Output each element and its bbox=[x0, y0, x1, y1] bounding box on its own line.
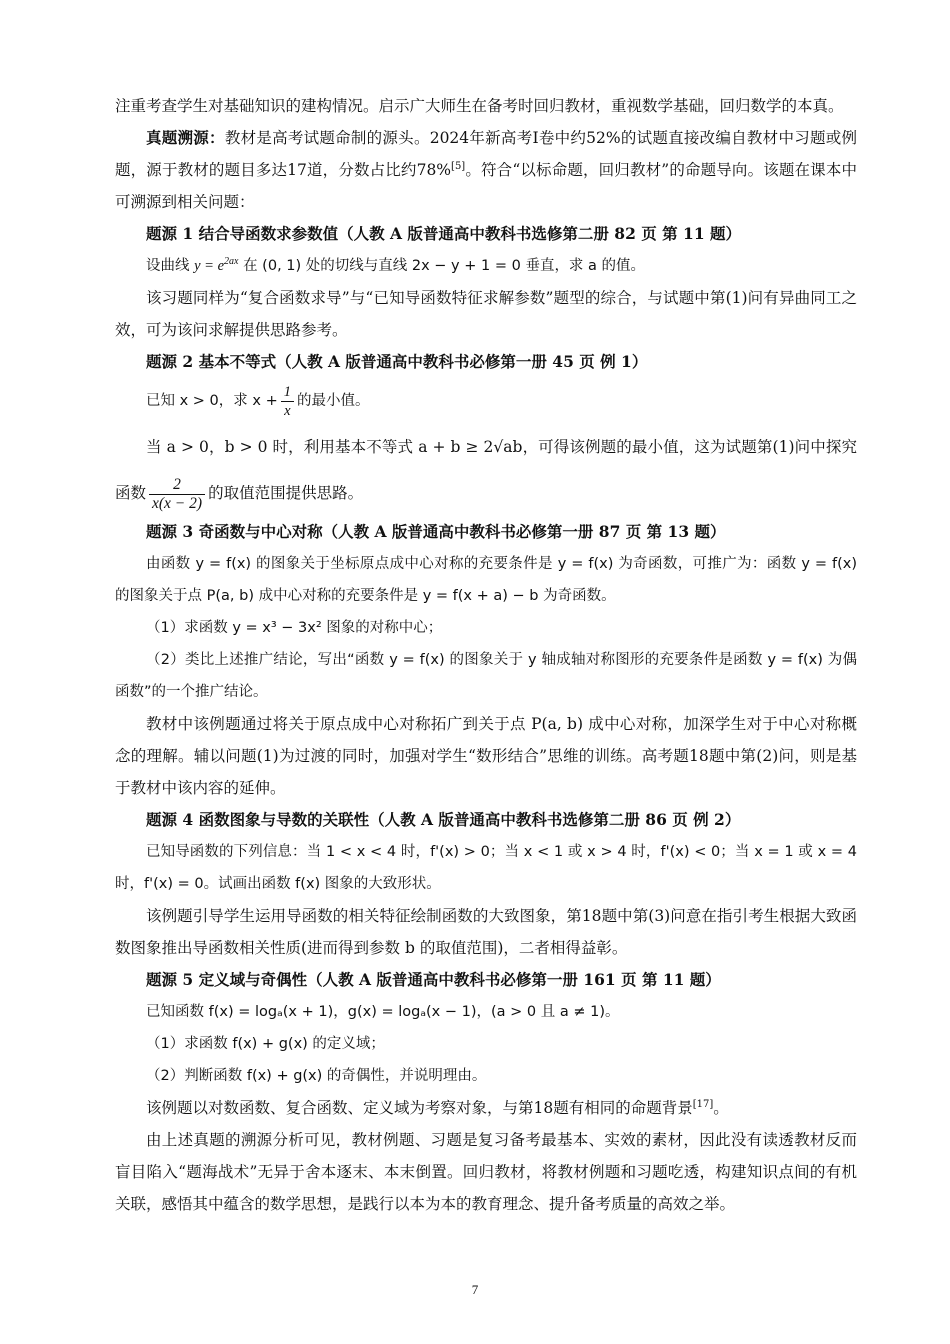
conclusion-paragraph: 由上述真题的溯源分析可见，教材例题、习题是复习备考最基本、实效的素材，因此没有读透教材反而盲目陷入“题海战术”无异于舍本逐末、本末倒置。回归教材，将教材例题和习题吃透，构建知识点间的有机关联，感悟其中蕴含的数学思想，是践行以本为本的教育理念、提升备考质量的高效之举。 bbox=[115, 1131, 857, 1213]
source-3-title: 题源 3 奇函数与中心对称（人教 A 版普通高中教科书必修第一册 87 页 第 13 题） bbox=[146, 522, 726, 541]
source-3-question-1: （1）求函数 y = x³ − 3x² 图象的对称中心； bbox=[146, 620, 443, 636]
source-1-exercise-b: 在 (0, 1) 处的切线与直线 2x − y + 1 = 0 垂直，求 a 的值。 bbox=[238, 258, 646, 274]
citation-5: [5] bbox=[451, 160, 466, 172]
paragraph-source-tracing bbox=[115, 122, 857, 218]
source-2-commentary-a: 当 a > 0，b > 0 时，利用基本不等式 a + b ≥ 2√ab，可得该例题的最小值，这为试题第(1)问中探究函数 bbox=[115, 438, 857, 502]
source-tracing-text: 教材是高考试题命制的源头。2024年新高考I卷中约52%的试题直接改编自教材中习题或例题，源于教材的题目多达17道，分数占比约78% bbox=[115, 129, 857, 179]
source-5-title: 题源 5 定义域与奇偶性（人教 A 版普通高中教科书必修第一册 161 页 第 11 题） bbox=[146, 970, 721, 989]
source-5-commentary bbox=[115, 1092, 857, 1124]
source-1-exercise bbox=[115, 250, 857, 282]
source-2-commentary bbox=[115, 424, 857, 516]
source-5-commentary-text: 该例题以对数函数、复合函数、定义域为考察对象，与第18题有相同的命题背景 bbox=[146, 1099, 693, 1117]
source-1-title: 题源 1 结合导函数求参数值（人教 A 版普通高中教科书选修第二册 82 页 第 11 题） bbox=[146, 224, 742, 243]
source-2-exercise bbox=[115, 378, 857, 424]
page-body bbox=[115, 90, 857, 1220]
source-1-commentary: 该习题同样为“复合函数求导”与“已知导函数特征求解参数”题型的综合，与试题中第(1)问有异曲同工之效，可为该问求解提供思路参考。 bbox=[115, 289, 857, 339]
source-2-title: 题源 2 基本不等式（人教 A 版普通高中教科书必修第一册 45 页 例 1） bbox=[146, 352, 648, 371]
paragraph-intro: 注重考查学生对基础知识的建构情况。启示广大师生在备考时回归教材，重视数学基础，回归数学的本真。 bbox=[115, 97, 844, 115]
fraction-one-over-x: $\frac{1}{x}$ bbox=[281, 383, 294, 420]
source-2-exercise-b: 的最小值。 bbox=[296, 393, 370, 409]
source-1-exercise-a: 设曲线 bbox=[146, 258, 195, 274]
source-5-commentary-end: 。 bbox=[713, 1099, 729, 1117]
source-2-commentary-b: 的取值范围提供思路。 bbox=[208, 484, 364, 502]
source-4-commentary: 该例题引导学生运用导函数的相关特征绘制函数的大致图象，第18题中第(3)问意在指引考生根据大致函数图象推出导函数相关性质(进而得到参数 b 的取值范围)，二者相得益彰。 bbox=[115, 907, 857, 957]
source-tracing-label: 真题溯源： bbox=[146, 128, 225, 147]
fraction-denominator: x(x − 2) bbox=[152, 494, 203, 512]
fraction-numerator: 2 bbox=[149, 476, 205, 495]
source-3-question-2: （2）类比上述推广结论，写出“函数 y = f(x) 的图象关于 y 轴成轴对称图形的充要条件是函数 y = f(x) 为偶函数”的一个推广结论。 bbox=[115, 652, 857, 700]
source-3-exercise: 由函数 y = f(x) 的图象关于坐标原点成中心对称的充要条件是 y = f(x) 为奇函数，可推广为：函数 y = f(x) 的图象关于点 P(a, b) 成中心对称的充要条件是 y = f(x + a) − b 为奇函数。 bbox=[115, 556, 857, 604]
source-5-exercise: 已知函数 f(x) = logₐ(x + 1)，g(x) = logₐ(x − 1)，(a > 0 且 a ≠ 1)。 bbox=[146, 1004, 620, 1020]
source-3-commentary: 教材中该例题通过将关于原点成中心对称拓广到关于点 P(a, b) 成中心对称，加深学生对于中心对称概念的理解。辅以问题(1)为过渡的同时，加强对学生“数形结合”思维的训练。高考题18题中第(2)问，则是基于教材中该内容的延伸。 bbox=[115, 715, 857, 797]
source-4-exercise: 已知导函数的下列信息：当 1 < x < 4 时，f'(x) > 0；当 x < 1 或 x > 4 时，f'(x) < 0；当 x = 1 或 x = 4 时，f'(x) = 0。试画出函数 f(x) 图象的大致形状。 bbox=[115, 844, 857, 892]
fraction-two-over-x-x-minus-2 bbox=[149, 476, 205, 513]
source-5-question-1: （1）求函数 f(x) + g(x) 的定义域； bbox=[146, 1036, 385, 1052]
citation-17: [17] bbox=[692, 1098, 714, 1110]
source-5-question-2: （2）判断函数 f(x) + g(x) 的奇偶性，并说明理由。 bbox=[146, 1068, 487, 1084]
source-2-exercise-a: 已知 x > 0，求 x + bbox=[146, 393, 278, 409]
source-4-title: 题源 4 函数图象与导数的关联性（人教 A 版普通高中教科书选修第二册 86 页 例 2） bbox=[146, 810, 741, 829]
page-number: 7 bbox=[471, 1282, 479, 1297]
curve-formula: $y = e^{2ax}$ bbox=[194, 256, 239, 274]
source-tracing-tail: 。符合“以标命题，回归教材”的命题导向。该题在课本中可溯源到相关问题： bbox=[115, 161, 857, 211]
